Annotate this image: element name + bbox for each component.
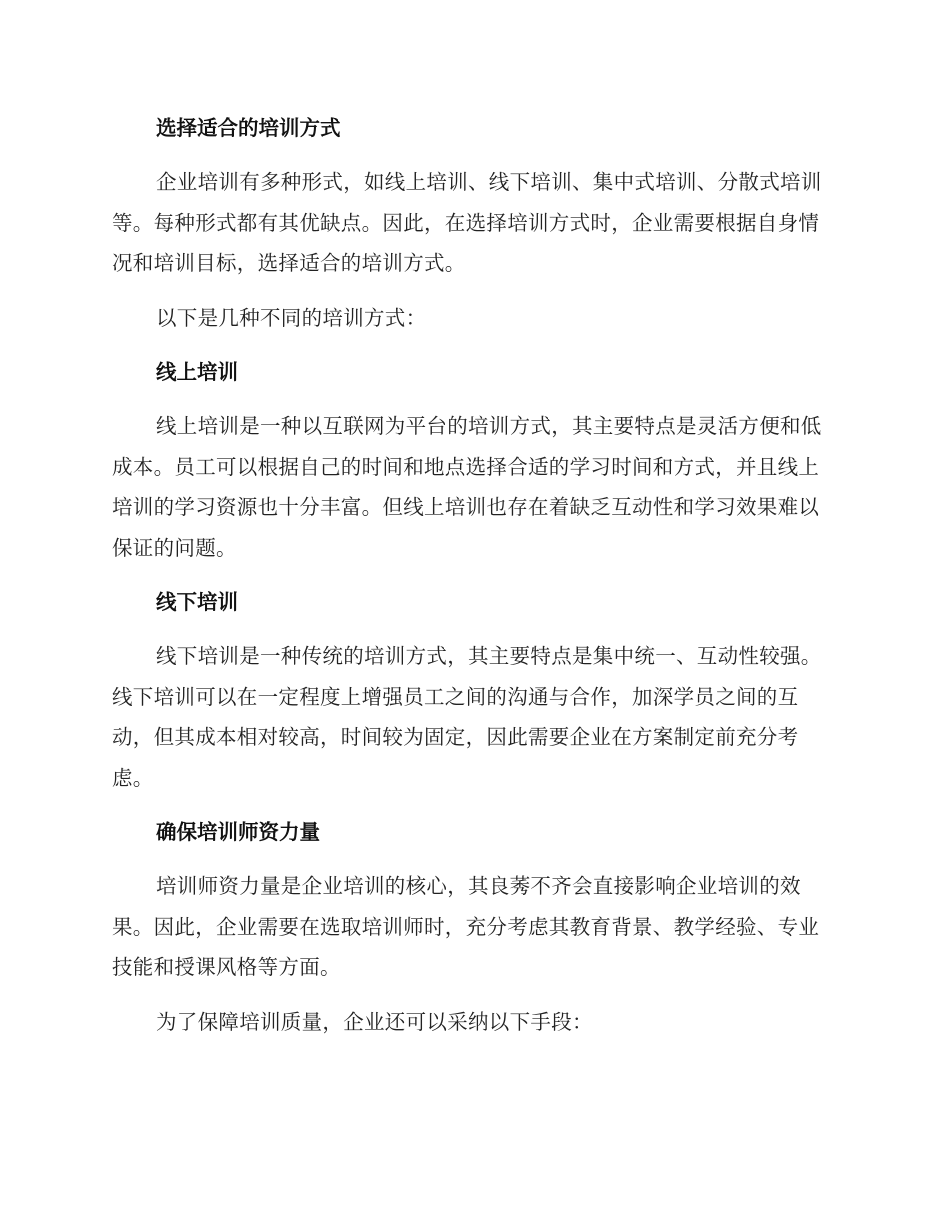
document-body xyxy=(112,108,832,1042)
section-heading-online-training: 线上培训 xyxy=(156,360,238,384)
section-heading-offline-training: 线下培训 xyxy=(156,590,238,614)
paragraph-trainer-quality: 培训师资力量是企业培训的核心，其良莠不齐会直接影响企业培训的效果。因此，企业需要在选取培训师时，充分考虑其教育背景、教学经验、专业技能和授课风格等方面。 xyxy=(112,874,820,979)
paragraph-training-forms: 企业培训有多种形式，如线上培训、线下培训、集中式培训、分散式培训等。每种形式都有其优缺点。因此，在选择培训方式时，企业需要根据自身情况和培训目标，选择适合的培训方式。 xyxy=(112,170,822,275)
paragraph-online-training: 线上培训是一种以互联网为平台的培训方式，其主要特点是灵活方便和低成本。员工可以根据自己的时间和地点选择合适的学习时间和方式，并且线上培训的学习资源也十分丰富。但线上培训也存在着缺乏互动性和学习效果难以保证的问题。 xyxy=(112,414,822,560)
section-heading-trainer-quality: 确保培训师资力量 xyxy=(156,820,320,844)
paragraph-methods-intro: 以下是几种不同的培训方式： xyxy=(156,305,427,330)
paragraph-offline-training: 线下培训是一种传统的培训方式，其主要特点是集中统一、互动性较强。线下培训可以在一定程度上增强员工之间的沟通与合作，加深学员之间的互动，但其成本相对较高，时间较为固定，因此需要企业在方案制定前充分考虑。 xyxy=(112,644,822,790)
paragraph-quality-measures: 为了保障培训质量，企业还可以采纳以下手段： xyxy=(156,1009,593,1034)
section-heading-training-methods: 选择适合的培训方式 xyxy=(156,116,341,140)
